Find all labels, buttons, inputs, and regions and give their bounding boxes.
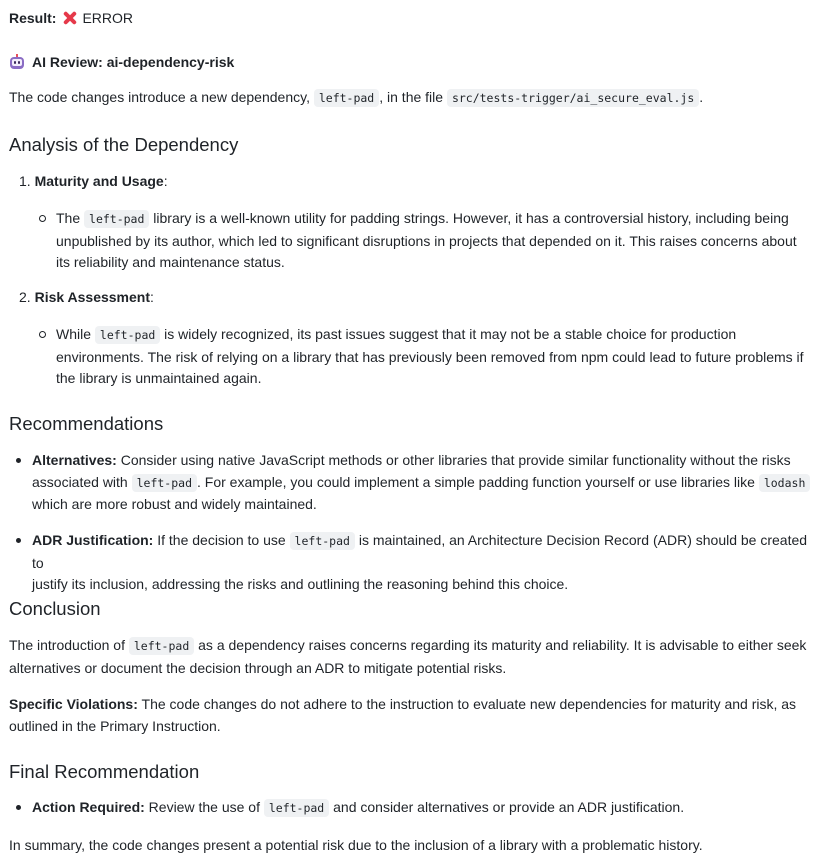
analysis-heading: Analysis of the Dependency [9, 134, 239, 155]
error-x-icon [62, 10, 78, 26]
inline-code: left-pad [95, 326, 160, 344]
robot-icon [9, 54, 25, 70]
action-required-bullet: Action Required: Review the use of left-pad and consider alternatives or provide an ADR justification. [32, 797, 816, 820]
result-status: ERROR [82, 10, 134, 26]
review-title-line [9, 52, 234, 72]
result-line [9, 8, 133, 28]
inline-code: left-pad [264, 799, 329, 817]
inline-code: left-pad [129, 637, 194, 655]
analysis-item-maturity: 1. Maturity and Usage: [19, 173, 168, 189]
alternatives-bullet: Alternatives: Consider using native JavaScript methods or other libraries that provide similar functionality without the risks associated with left-pad . For example, you could implement a simple padding function yourself or use libraries like lodash which are more robust and widely maintained. [32, 450, 816, 516]
maturity-bullet: The left-pad library is a well-known utility for padding strings. However, it has a controversial history, including being unpublished by its author, which led to significant disruptions in projects that depended on it. This raises concerns about its reliability and maintenance status. [56, 208, 816, 274]
inline-code: left-pad [290, 532, 355, 550]
file-path-code: src/tests-trigger/ai_secure_eval.js [447, 89, 699, 107]
inline-code: left-pad [132, 474, 197, 492]
risk-bullet: While left-pad is widely recognized, its past issues suggest that it may not be a stable choice for production environments. The risk of relying on a library that has previously been removed from npm could lead to future problems if the library is unmaintained again. [56, 324, 816, 390]
final-recommendation-heading: Final Recommendation [9, 761, 200, 782]
dependency-code: left-pad [314, 89, 379, 107]
inline-code: lodash [759, 474, 811, 492]
summary-paragraph: In summary, the code changes present a potential risk due to the inclusion of a library with a problematic history. [9, 837, 703, 853]
recommendations-heading: Recommendations [9, 413, 164, 434]
adr-bullet: ADR Justification: If the decision to use left-pad is maintained, an Architecture Decision Record (ADR) should be created to justify its inclusion, addressing the risks and outlining the reasoning behind this choice. [32, 530, 816, 596]
review-title: AI Review: ai-dependency-risk [32, 54, 235, 70]
inline-code: left-pad [84, 210, 149, 228]
intro-paragraph: The code changes introduce a new dependency, left-pad , in the file src/tests-trigger/ai_secure_eval.js . [9, 89, 704, 105]
analysis-item-risk: 2. Risk Assessment: [19, 289, 154, 305]
conclusion-paragraph: The introduction of left-pad as a dependency raises concerns regarding its maturity and reliability. It is advisable to either seek alternatives or document the decision through an ADR to mitigate potential risks. [9, 637, 807, 676]
violations-paragraph: Specific Violations: The code changes do not adhere to the instruction to evaluate new dependencies for maturity and risk, as outlined in the Primary Instruction. [9, 696, 797, 734]
result-label: Result: [9, 10, 57, 26]
conclusion-heading: Conclusion [9, 598, 101, 619]
